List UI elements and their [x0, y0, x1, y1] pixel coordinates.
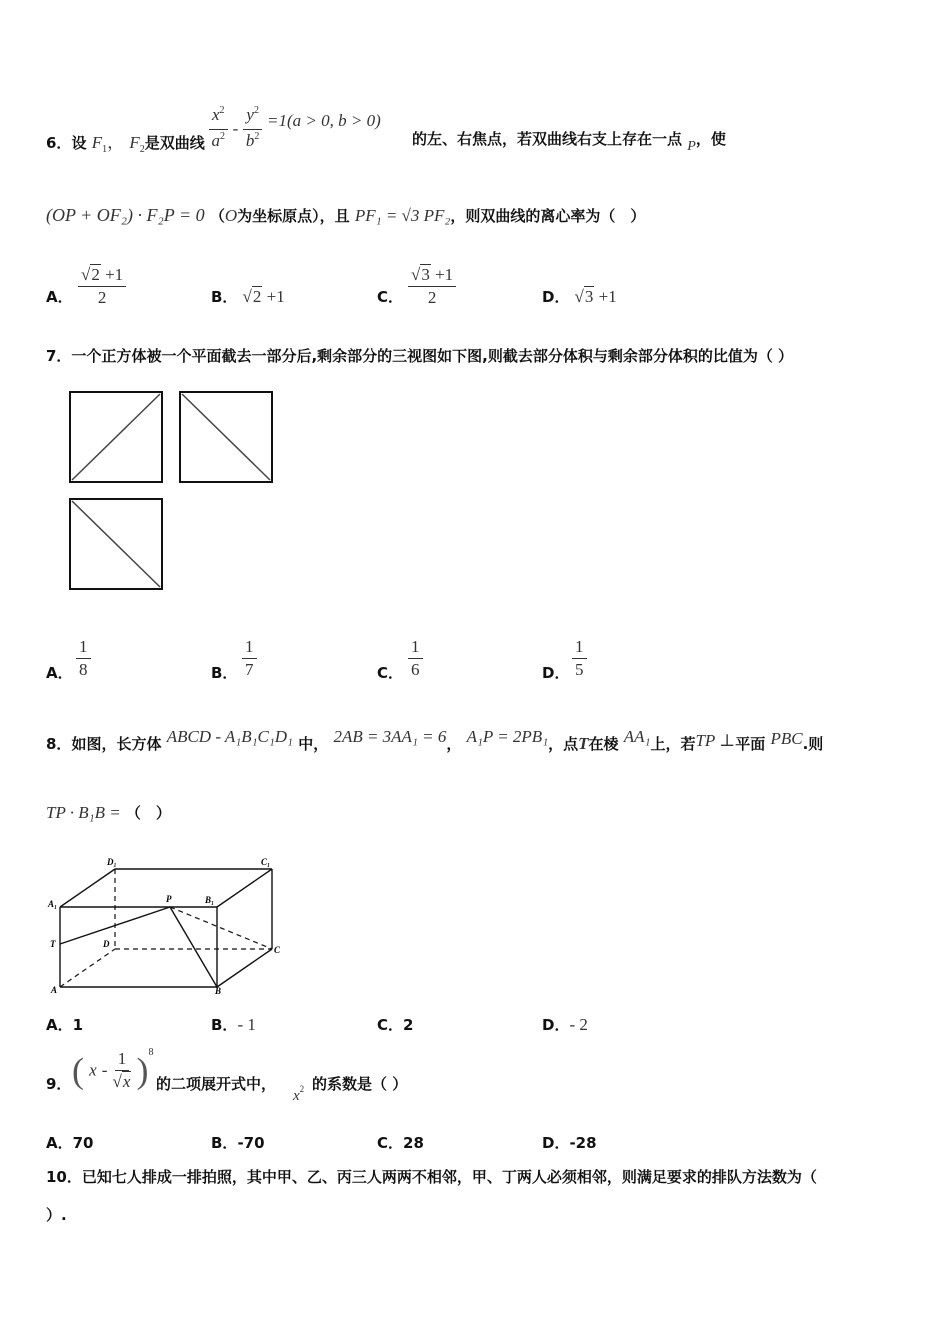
q8-text: 中，	[298, 735, 329, 753]
equation-condition: =1(a > 0, b > 0)	[267, 111, 381, 130]
q8-text: ，点	[548, 735, 579, 753]
q6-line2	[46, 205, 645, 226]
q8-text: 在棱	[588, 735, 619, 753]
front-view	[70, 392, 162, 482]
fraction: $\frac{y^2}{b^2}$	[243, 104, 262, 155]
label-B1: B₁	[205, 895, 215, 905]
label-C1: C₁	[261, 857, 271, 867]
q6-option-c-value: $\frac{√3 +1}{2}$	[408, 264, 456, 309]
q7-option-b[interactable]: B．	[211, 664, 238, 682]
label-D: D	[103, 939, 110, 949]
q7-options	[46, 636, 646, 686]
q6-line1-tail	[412, 128, 726, 154]
q6-question: ，则双曲线的离心率为（ ）	[450, 207, 646, 225]
plane-PBC: PBC	[770, 729, 803, 748]
q6-text: ，使	[695, 130, 726, 148]
q7-option-a-value: $\frac{1}{8}$	[76, 636, 91, 681]
term-x2: $x^2$	[293, 1084, 305, 1104]
q8-options	[46, 1014, 646, 1036]
q9-question: 的系数是（ ）	[312, 1075, 408, 1093]
q7-option-c-value: $\frac{1}{6}$	[408, 636, 423, 681]
q6-text: 设	[71, 134, 87, 152]
q9-options	[46, 1132, 646, 1154]
q10-line2: ）.	[46, 1206, 67, 1224]
q6-text: 为坐标原点），且	[237, 207, 350, 225]
q6-text: 的左、右焦点，若双曲线右支上存在一点	[412, 130, 683, 148]
q6-text: 是双曲线	[144, 134, 205, 152]
label-A: A	[51, 985, 58, 995]
q7-option-d-value: $\frac{1}{5}$	[572, 636, 587, 681]
q6-option-b[interactable]: B． √2 +1	[211, 287, 285, 306]
q9-option-a[interactable]: A．70	[46, 1134, 94, 1152]
q8-option-a[interactable]: A．1	[46, 1016, 84, 1034]
cuboid-name: ABCD - A₁B₁C₁D₁	[166, 727, 293, 746]
q10-line1: 10．已知七人排成一排拍照，其中甲、乙、丙三人两两不相邻，甲、丁两人必须相邻，则满足要求的排队方法数为（	[46, 1168, 817, 1186]
q6-number: 6．	[46, 134, 72, 152]
q9-option-d[interactable]: D．-28	[542, 1134, 597, 1152]
q7-option-c[interactable]: C．	[377, 664, 404, 682]
math-F1: $F_1$	[91, 133, 108, 155]
q6-option-a-value: $\frac{√2 +1}{2}$	[78, 264, 126, 309]
answer-paren: （ ）	[125, 804, 171, 822]
q8-option-d[interactable]: D．- 2	[542, 1015, 588, 1034]
q7-option-a[interactable]: A．	[46, 664, 73, 682]
q7-option-b-value: $\frac{1}{7}$	[242, 636, 257, 681]
condition-1: 2AB = 3AA₁ = 6	[333, 727, 447, 746]
q7-text: 7．一个正方体被一个平面截去一部分后,剩余部分的三视图如下图,则截去部分体积与剩余部分体积的比值为（ ）	[46, 347, 794, 365]
q6-option-c[interactable]: C．	[377, 288, 404, 306]
binomial-expression: ( x - $\frac{1}{√x}$ )$^8$	[72, 1047, 154, 1091]
condition-2: A₁P = 2PB₁	[466, 727, 549, 746]
q6-line1	[46, 128, 205, 153]
distance-condition: PF₁ = √3 PF₂	[354, 206, 451, 225]
q9-option-b[interactable]: B．-70	[211, 1134, 265, 1152]
q8-text: 如图，长方体	[71, 735, 162, 753]
q6-options	[46, 264, 646, 314]
three-views-figure	[60, 385, 290, 600]
vector-condition: (OP + OF₂) · F₂P = 0	[46, 205, 205, 225]
q8-number: 8．	[46, 735, 72, 753]
q8-text: 平面	[735, 735, 766, 753]
q8-option-c[interactable]: C．2	[377, 1016, 414, 1034]
q6-option-a[interactable]: A．	[46, 288, 73, 306]
label-C: C	[274, 945, 281, 955]
q9-number: 9．	[46, 1075, 72, 1093]
q8-text: 上，若	[650, 735, 696, 753]
math-F2: $F_2$	[129, 133, 145, 155]
origin-O: O	[224, 206, 238, 225]
point-T: T	[578, 734, 589, 753]
q6-text: （	[209, 207, 225, 225]
q8-option-b[interactable]: B．- 1	[211, 1015, 256, 1034]
perpendicular: TP ⊥	[695, 731, 736, 750]
side-view	[180, 392, 272, 482]
label-D1: D₁	[107, 857, 117, 867]
comma: ，	[107, 133, 125, 152]
q7-option-d[interactable]: D．	[542, 664, 570, 682]
hyperbola-equation: $\frac{x^2}{a^2}$ - $\frac{y^2}{b^2}$ =1(a > 0, b > 0)	[209, 104, 381, 155]
label-T: T	[50, 939, 56, 949]
q9-text: 的二项展开式中，	[156, 1075, 277, 1093]
cuboid-figure	[45, 852, 290, 1002]
comma: ，	[446, 735, 462, 753]
fraction: $\frac{x^2}{a^2}$	[209, 104, 228, 155]
label-B: B	[215, 986, 222, 996]
q6-option-d[interactable]: D． √3 +1	[542, 287, 617, 306]
q9-option-c[interactable]: C．28	[377, 1134, 424, 1152]
label-P: P	[166, 894, 172, 904]
edge-AA1: AA₁	[623, 727, 651, 746]
label-A1: A₁	[48, 899, 58, 909]
top-view	[70, 499, 162, 589]
dot-product: TP · B₁B =	[46, 803, 121, 822]
q8-line1	[46, 727, 824, 754]
q8-text: .则	[802, 735, 824, 753]
q8-line2	[46, 802, 171, 823]
point-P: P	[687, 139, 696, 154]
